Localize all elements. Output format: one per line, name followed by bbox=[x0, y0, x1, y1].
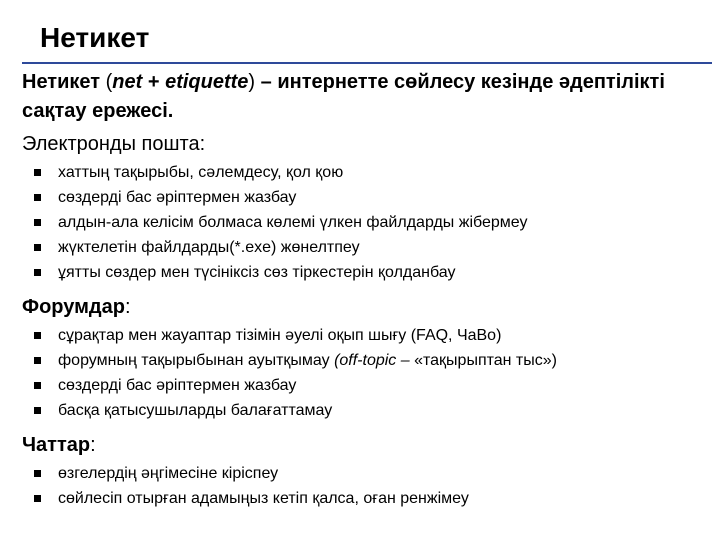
list-item-text: сөздерді бас әріптермен жазбау bbox=[58, 189, 297, 206]
intro-paren-open: ( bbox=[100, 71, 113, 93]
section-heading-email bbox=[22, 130, 712, 158]
intro-plus: + bbox=[142, 71, 166, 93]
list-item-text: басқа қатысушыларды балағаттамау bbox=[58, 402, 333, 419]
intro-net: net bbox=[112, 71, 143, 93]
list-item bbox=[34, 160, 712, 185]
square-bullet-icon bbox=[34, 407, 41, 414]
list-item-text: форумның тақырыбынан ауытқымау bbox=[58, 352, 335, 369]
list-item bbox=[34, 348, 712, 373]
list-item-text: ұятты сөздер мен түсініксіз сөз тіркестерін қолданбау bbox=[58, 264, 456, 281]
forums-heading-text: Форумдар bbox=[22, 296, 125, 318]
intro-etiquette: etiquette bbox=[165, 71, 249, 93]
list-item bbox=[34, 185, 712, 210]
section-heading-chats bbox=[22, 431, 712, 459]
list-item bbox=[34, 260, 712, 285]
square-bullet-icon bbox=[34, 269, 41, 276]
chats-list bbox=[22, 461, 712, 511]
list-item-text: жүктелетін файлдарды(*.exe) жөнелтпеу bbox=[58, 239, 360, 256]
list-item bbox=[34, 210, 712, 235]
offtopic-italic: (off-topic – bbox=[334, 352, 415, 369]
email-heading-colon: : bbox=[199, 133, 206, 155]
list-item-text: алдын-ала келісім болмаса көлемі үлкен файлдарды жібермеу bbox=[58, 214, 528, 231]
slide-title: Нетикет bbox=[40, 22, 150, 53]
square-bullet-icon bbox=[34, 332, 41, 339]
square-bullet-icon bbox=[34, 470, 41, 477]
forums-list bbox=[22, 323, 712, 423]
section-heading-forums bbox=[22, 293, 712, 321]
chats-heading-text: Чаттар bbox=[22, 434, 91, 456]
square-bullet-icon bbox=[34, 219, 41, 226]
square-bullet-icon bbox=[34, 169, 41, 176]
intro-definition: – интернетте сөйлесу кезінде әдептілікті сақтау ережесі. bbox=[22, 71, 665, 122]
square-bullet-icon bbox=[34, 194, 41, 201]
email-list bbox=[22, 160, 712, 285]
intro-paragraph bbox=[22, 68, 712, 126]
intro-paren-close: ) bbox=[248, 71, 256, 93]
email-heading-text: Электронды пошта bbox=[22, 133, 200, 155]
list-item-text: хаттың тақырыбы, сәлемдесу, қол қою bbox=[58, 164, 344, 181]
square-bullet-icon bbox=[34, 382, 41, 389]
intro-term: Нетикет bbox=[22, 71, 101, 93]
slide-content bbox=[22, 66, 712, 515]
square-bullet-icon bbox=[34, 357, 41, 364]
list-item bbox=[34, 486, 712, 511]
list-item bbox=[34, 323, 712, 348]
list-item-text: сөздерді бас әріптермен жазбау bbox=[58, 377, 297, 394]
list-item bbox=[34, 235, 712, 260]
list-item-text: сөйлесіп отырған адамыңыз кетіп қалса, оған ренжімеу bbox=[58, 490, 469, 507]
chats-heading-colon: : bbox=[90, 434, 96, 456]
list-item bbox=[34, 461, 712, 486]
forums-heading-colon: : bbox=[124, 296, 131, 318]
square-bullet-icon bbox=[34, 244, 41, 251]
square-bullet-icon bbox=[34, 495, 41, 502]
offtopic-rest: «тақырыптан тыс») bbox=[414, 352, 557, 369]
list-item bbox=[34, 398, 712, 423]
list-item bbox=[34, 373, 712, 398]
list-item-text: сұрақтар мен жауаптар тізімін әуелі оқып шығу (FAQ, ЧаВо) bbox=[58, 327, 502, 344]
title-underline bbox=[22, 62, 712, 64]
list-item-text: өзгелердің әңгімесіне кіріспеу bbox=[58, 465, 279, 482]
